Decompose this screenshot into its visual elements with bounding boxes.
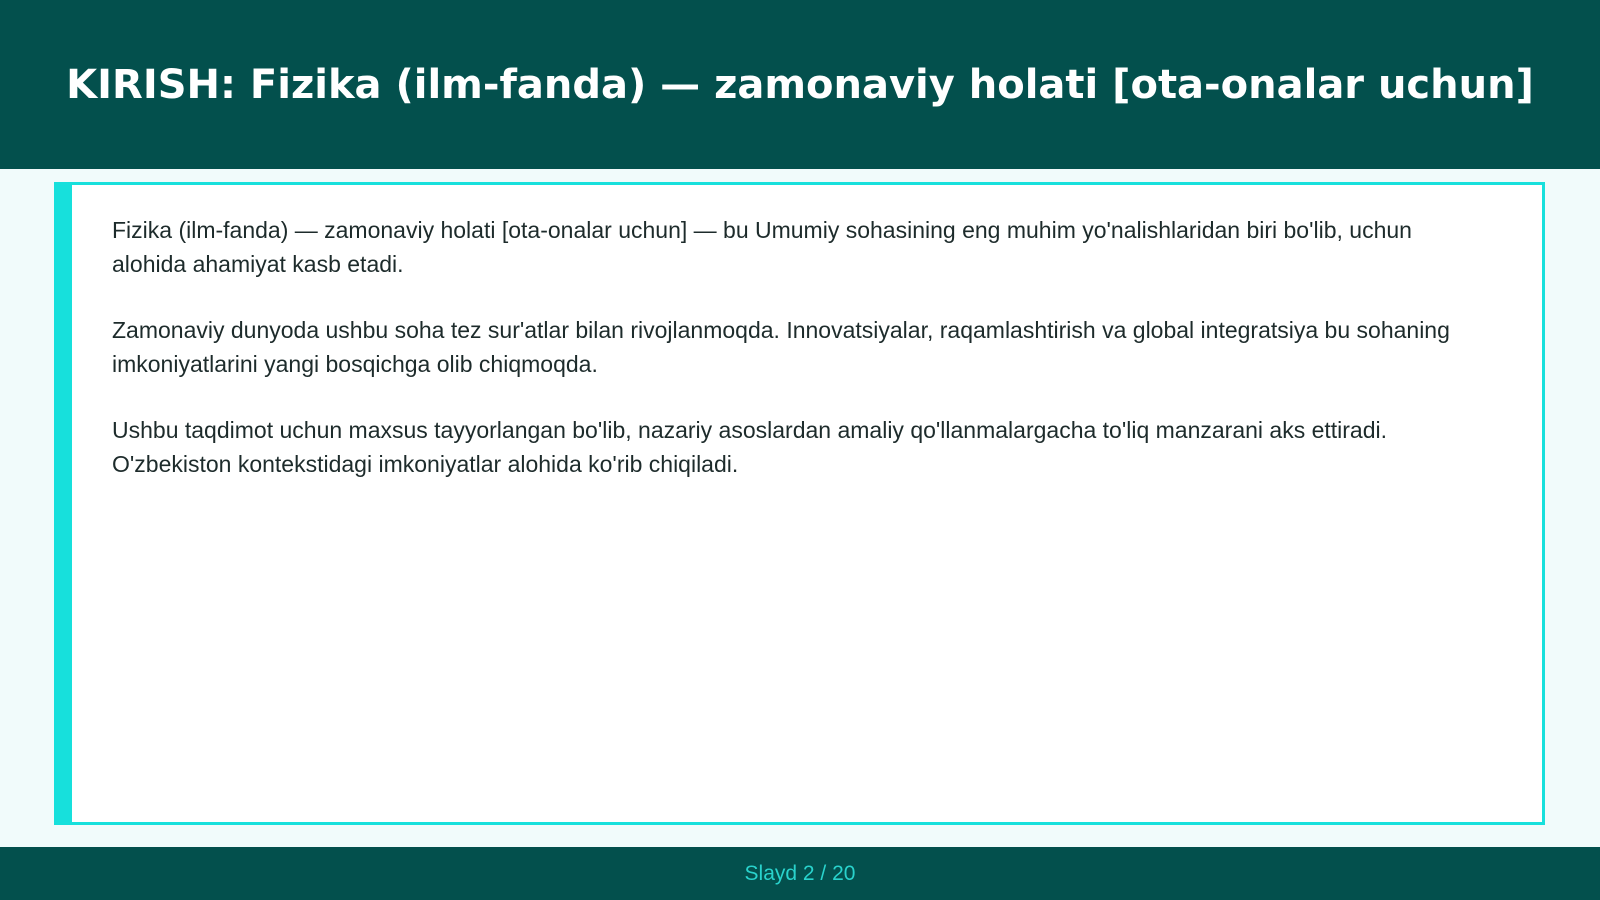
slide-header (0, 0, 1600, 169)
slide-counter: Slayd 2 / 20 (744, 861, 856, 885)
slide-footer (0, 847, 1600, 900)
paragraph-modern-world: Zamonaviy dunyoda ushbu soha tez sur'atlar bilan rivojlanmoqda. Innovatsiyalar, raqamlashtirish va global integratsiya bu sohaning imkoniyatlarini yangi bosqichga olib chiqmoqda. (112, 317, 1450, 377)
paragraph-presentation: Ushbu taqdimot uchun maxsus tayyorlangan bo'lib, nazariy asoslardan amaliy qo'llanmalargacha to'liq manzarani aks ettiradi. O'zbekiston kontekstidagi imkoniyatlar alohida ko'rib chiqiladi. (112, 417, 1388, 477)
content-card (54, 182, 1545, 825)
content-text (112, 213, 1492, 513)
paragraph-intro: Fizika (ilm-fanda) — zamonaviy holati [ota-onalar uchun] — bu Umumiy sohasining eng muhim yo'nalishlaridan biri bo'lib, uchun alohida ahamiyat kasb etadi. (112, 217, 1412, 277)
slide-title: KIRISH: Fizika (ilm-fanda) — zamonaviy holati [ota-onalar uchun] (66, 61, 1534, 108)
